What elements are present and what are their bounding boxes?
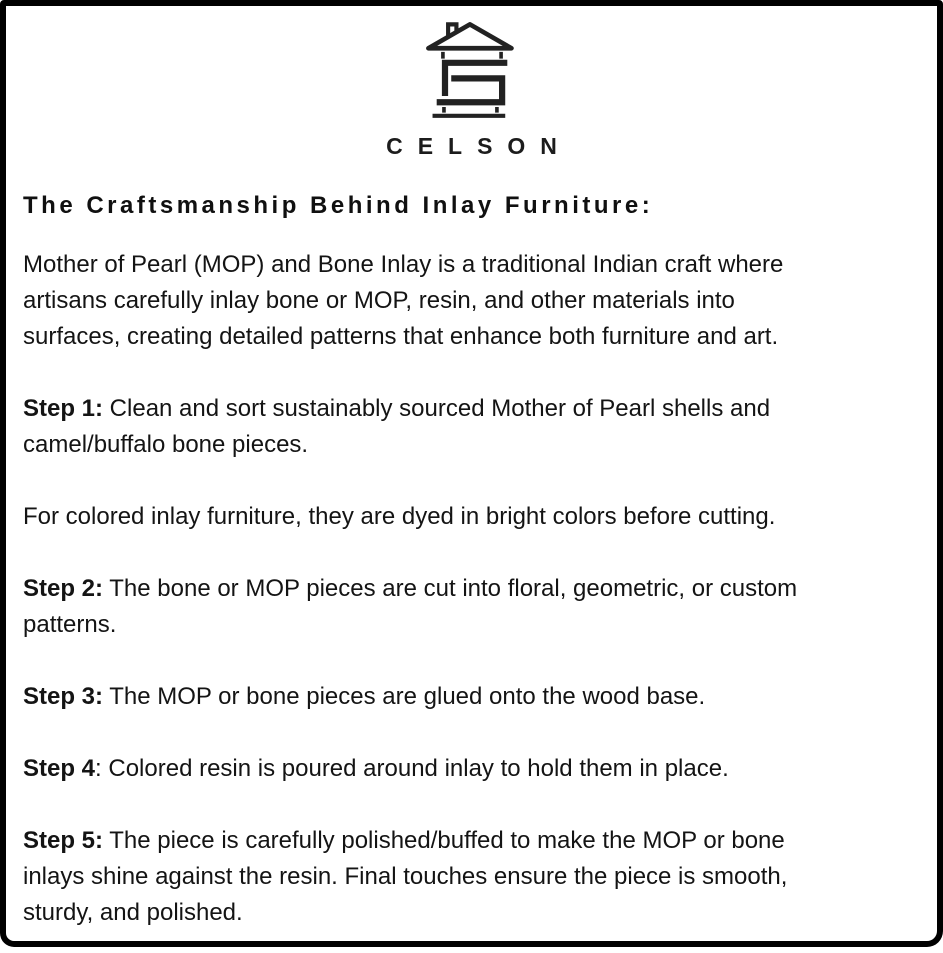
page-title: The Craftsmanship Behind Inlay Furniture: [23, 192, 654, 219]
paragraph-text: For colored inlay furniture, they are dyed in bright colors before cutting. [23, 503, 776, 530]
step-label: Step 5: [23, 827, 104, 854]
paragraph-line [23, 895, 920, 931]
paragraph-text: artisans carefully inlay bone or MOP, resin, and other materials into [23, 287, 735, 314]
paragraph-line [23, 571, 920, 607]
paragraph [23, 499, 920, 535]
paragraph-line [23, 247, 920, 283]
body-paragraphs [23, 247, 920, 931]
paragraph-text: Mother of Pearl (MOP) and Bone Inlay is a traditional Indian craft where [23, 251, 784, 278]
paragraph [23, 679, 920, 715]
brand-logo [23, 14, 920, 118]
step-label: Step 3: [23, 683, 104, 710]
paragraph-text: : Colored resin is poured around inlay to hold them in place. [95, 755, 729, 782]
paragraph-text: The bone or MOP pieces are cut into floral, geometric, or custom [103, 575, 798, 602]
paragraph [23, 751, 920, 787]
step-label: Step 2: [23, 575, 104, 602]
paragraph-text: camel/buffalo bone pieces. [23, 431, 309, 458]
paragraph-text: sturdy, and polished. [23, 899, 243, 926]
paragraph-text: surfaces, creating detailed patterns that enhance both furniture and art. [23, 323, 779, 350]
paragraph [23, 571, 920, 643]
paragraph-line [23, 823, 920, 859]
paragraph-text: patterns. [23, 611, 117, 638]
paragraph [23, 247, 920, 355]
paragraph-line [23, 319, 920, 355]
paragraph [23, 391, 920, 463]
paragraph-line [23, 859, 920, 895]
paragraph [23, 823, 920, 931]
paragraph-line [23, 391, 920, 427]
step-label: Step 1: [23, 395, 104, 422]
paragraph-line [23, 751, 920, 787]
celson-house-logo-icon [420, 14, 524, 122]
paragraph-line [23, 499, 920, 535]
paragraph-text: The piece is carefully polished/buffed to make the MOP or bone [103, 827, 785, 854]
paragraph-text: The MOP or bone pieces are glued onto the wood base. [103, 683, 706, 710]
brand-name: CELSON [386, 133, 572, 159]
step-label: Step 4 [23, 755, 96, 782]
paragraph-line [23, 283, 920, 319]
paragraph-text: inlays shine against the resin. Final touches ensure the piece is smooth, [23, 863, 788, 890]
paragraph-line [23, 679, 920, 715]
paragraph-text: Clean and sort sustainably sourced Mother of Pearl shells and [103, 395, 771, 422]
paragraph-line [23, 607, 920, 643]
paragraph-line [23, 427, 920, 463]
